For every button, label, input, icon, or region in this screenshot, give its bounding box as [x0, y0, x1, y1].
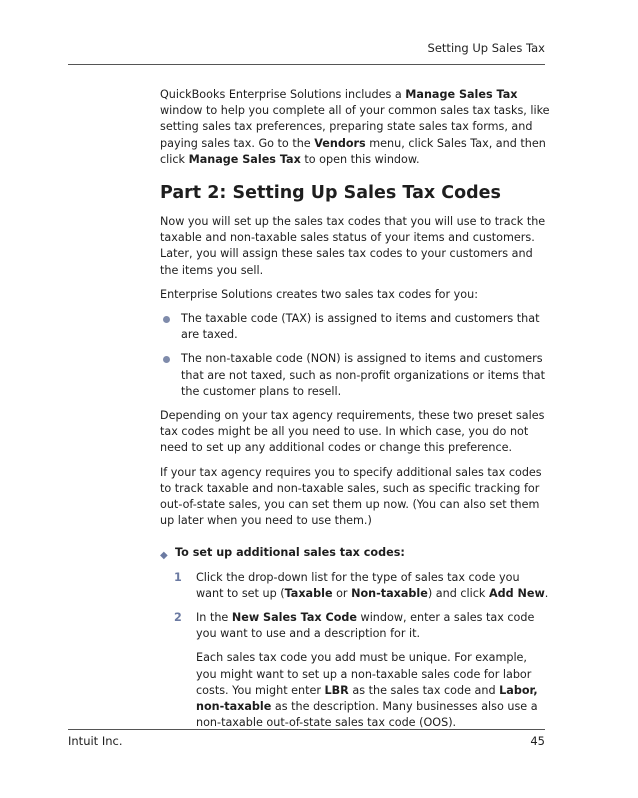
non-taxable-term: Non-taxable [351, 586, 428, 600]
footer-company: Intuit Inc. [68, 734, 123, 748]
step-text: Click the drop-down list for the type of sales tax code you want to set up ( [196, 570, 520, 600]
bullet-icon [163, 316, 170, 323]
intro-paragraph [160, 87, 550, 168]
step-text: ) and click [427, 586, 489, 600]
step-item [160, 570, 550, 602]
page-content [160, 87, 550, 740]
manage-sales-tax-term: Manage Sales Tax [405, 88, 518, 101]
lbr-term: LBR [324, 683, 349, 697]
procedure-steps [160, 570, 550, 643]
list-item [160, 351, 550, 400]
intro-text-1: QuickBooks Enterprise Solutions includes a [160, 88, 406, 101]
page-number: 45 [530, 734, 545, 748]
taxable-term: Taxable [284, 586, 333, 600]
header-divider [68, 64, 545, 65]
step-text: or [332, 586, 352, 600]
step-text: . [544, 586, 549, 600]
add-new-term: Add New [488, 586, 545, 600]
list-item-text: The non-taxable code (NON) is assigned to items and customers that are not taxed, such as non-profit organizations or items that the customer plans to resell. [181, 352, 546, 398]
intro-text-2: window to help you complete all of your common sales tax tasks, like setting sales tax preferences, preparing state sales tax forms, and paying sales tax. Go to the [160, 104, 550, 150]
vendors-menu-term: Vendors [314, 136, 366, 150]
diamond-bullet-icon: ◆ [160, 550, 168, 562]
section-heading: Part 2: Setting Up Sales Tax Codes [160, 183, 501, 204]
step-number: 1 [174, 570, 182, 584]
list-item [160, 311, 550, 343]
running-header: Setting Up Sales Tax [427, 41, 545, 55]
footer-divider [68, 729, 545, 730]
intro-text-3: menu, click Sales Tax, and then click [160, 136, 546, 166]
paragraph-additional-codes: If your tax agency requires you to specify additional sales tax codes to track taxable and non-taxable sales, such as specific tracking for out-of-state sales, you can set them up now. (You can also set them up later when you need to use them.) [160, 465, 542, 528]
manage-sales-tax-command: Manage Sales Tax [188, 152, 301, 166]
new-sales-tax-code-term: New Sales Tax Code [231, 611, 357, 625]
step-note-text: as the description. Many businesses also use a non-taxable out-of-state sales tax code (OOS). [196, 700, 538, 730]
step-item [160, 610, 550, 642]
default-codes-list [160, 311, 550, 400]
step-note-text: as the sales tax code and [348, 683, 500, 697]
step-number: 2 [174, 611, 182, 625]
list-item-text: The taxable code (TAX) is assigned to items and customers that are taxed. [181, 312, 540, 342]
paragraph-requirements: Depending on your tax agency requirements, these two preset sales tax codes might be all you need to use. In which case, you do not need to set up any additional codes or change this preference. [160, 409, 545, 455]
step-text: window, enter a sales tax code you want to use and a description for it. [196, 611, 535, 641]
procedure-title [160, 545, 550, 561]
paragraph-setup: Now you will set up the sales tax codes that you will use to track the taxable and non-taxable sales status of your items and customers. Later, you will assign these sales tax codes to your customers and the items you sell. [160, 215, 546, 277]
labor-non-taxable-term: Labor, non-taxable [196, 683, 538, 714]
intro-text-4: to open this window. [300, 152, 420, 166]
bullet-icon [163, 356, 170, 363]
step-note-text: Each sales tax code you add must be unique. For example, you might want to set up a non-taxable sales code for labor costs. You might enter [196, 651, 532, 697]
procedure-title-text: To set up additional sales tax codes: [175, 546, 405, 560]
step-note [160, 650, 550, 731]
paragraph-default-codes: Enterprise Solutions creates two sales tax codes for you: [160, 287, 479, 301]
step-text: In the [196, 611, 232, 625]
